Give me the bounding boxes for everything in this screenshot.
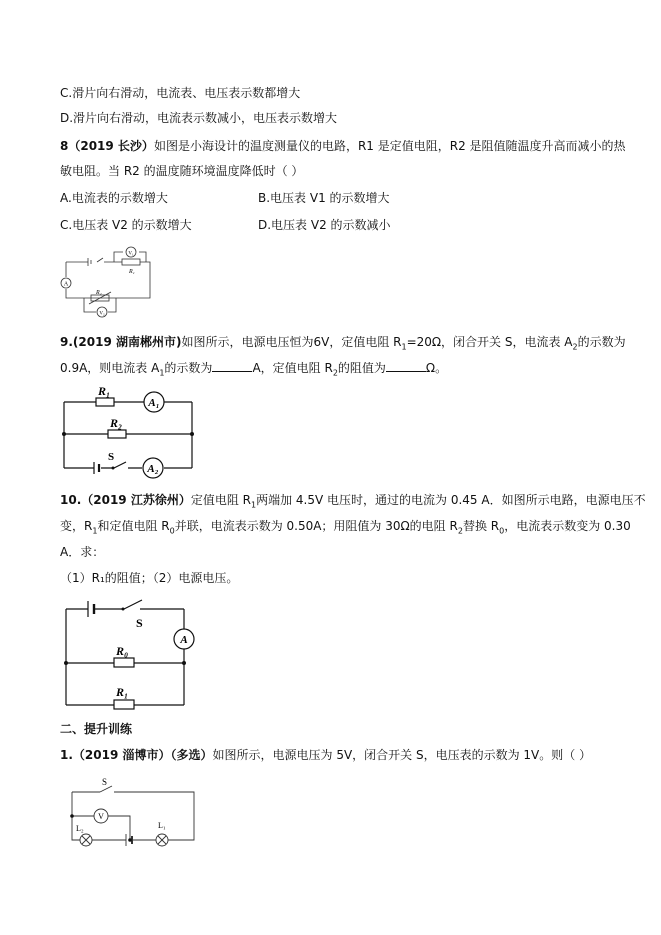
q9-stem-line1	[60, 333, 626, 356]
q8-stem-text1: 如图是小海设计的温度测量仪的电路，R1 是定值电阻，R2 是阻值随温度升高而减小的热	[153, 139, 626, 153]
q9-text: 的示数为	[164, 361, 213, 375]
q10-sub: 0	[499, 526, 505, 536]
s2q1-switch-label: S	[102, 777, 108, 787]
q9-sub: 1	[401, 342, 407, 352]
q10-r0-label: R₀	[116, 644, 129, 658]
q10-sub: 2	[457, 526, 463, 536]
q10-text: 两端加 4.5V 电压时，通过的电流为 0.45 A．如图所示电路，电源电压不	[256, 493, 646, 507]
q10-r1-label: R₁	[116, 685, 129, 699]
q10-sub-questions: （1）R₁的阻值；（2）电源电压。	[60, 571, 239, 585]
q8-v2-label: V₂	[99, 311, 105, 317]
q10-number: 10.（2019 江苏徐州）	[60, 493, 191, 507]
q10-text: 变，R	[60, 519, 93, 533]
q8-number: 8（2019 长沙）	[60, 139, 154, 153]
q9-a2-label: A₂	[147, 463, 159, 475]
q9-text: 的示数为	[577, 335, 626, 349]
q10-text: 定值电阻 R	[190, 493, 251, 507]
q10-sub: 0	[169, 526, 175, 536]
q8-option-b: B.电压表 V1 的示数增大	[258, 191, 390, 205]
q10-sub: 1	[92, 526, 98, 536]
q7-option-d: D.滑片向右滑动，电流表示数减小，电压表示数增大	[60, 111, 338, 125]
q9-text: 0.9A，则电流表 A	[60, 361, 160, 375]
q9-number: 9.(2019 湖南郴州市)	[60, 335, 182, 349]
q10-switch-label: S	[136, 616, 143, 630]
q8-v1-label: V₁	[128, 251, 134, 257]
q9-text: 的阻值为	[337, 361, 386, 375]
q10-text: 并联，电流表示数为 0.50A；用阻值为 30Ω的电阻 R	[174, 519, 458, 533]
q10-text: ，电流表示数变为 0.30	[504, 519, 631, 533]
q10-sub: 1	[251, 500, 257, 510]
q9-a1-label: A₁	[148, 397, 160, 409]
q9-r2-label: R₂	[110, 416, 123, 430]
q8-r2-label: R₂	[96, 290, 102, 296]
q10-stem-line3: A．求：	[60, 545, 105, 559]
q7-option-c: C.滑片向右滑动，电流表、电压表示数都增大	[60, 86, 301, 100]
q8-circuit-diagram	[58, 240, 158, 320]
q10-circuit-diagram	[62, 597, 196, 709]
q9-text: 如图所示，电源电压恒为6V，定值电阻 R	[181, 335, 402, 349]
q10-ammeter-label: A	[180, 634, 188, 646]
s2q1-stem	[60, 746, 591, 764]
q10-text: 和定值电阻 R	[97, 519, 170, 533]
q9-blank-2[interactable]	[386, 359, 426, 372]
s2q1-number: 1.（2019 淄博市）（多选）	[60, 748, 213, 762]
q9-r1-label: R₁	[98, 384, 111, 398]
q10-stem-line1	[60, 491, 646, 514]
q9-sub: 2	[332, 368, 338, 378]
s2q1-voltmeter-label: V	[98, 812, 104, 821]
section-title: 二、提升训练	[60, 722, 133, 736]
q8-ammeter-label: A	[63, 281, 69, 288]
q8-option-d: D.电压表 V2 的示数减小	[258, 218, 391, 232]
q8-stem-line2: 敏电阻。当 R2 的温度随环境温度降低时（ ）	[60, 164, 304, 178]
s2q1-text: 如图所示，电源电压为 5V，闭合开关 S，电压表的示数为 1V。则（ ）	[212, 748, 592, 762]
s2q1-l2-label: L₂	[76, 824, 84, 833]
s2q1-l1-label: L₁	[158, 821, 166, 830]
q9-text: Ω。	[425, 361, 448, 375]
q9-blank-1[interactable]	[212, 359, 252, 372]
q8-stem-line1	[60, 137, 626, 155]
q10-text: 替换 R	[462, 519, 500, 533]
s2q1-circuit-diagram	[66, 774, 198, 850]
q10-stem-line2	[60, 517, 631, 540]
q8-r1-label: R₁	[129, 269, 135, 275]
q9-sub: 1	[159, 368, 165, 378]
q9-circuit-diagram	[60, 386, 196, 476]
q9-text: =20Ω，闭合开关 S，电流表 A	[406, 335, 573, 349]
q9-text: A，定值电阻 R	[252, 361, 333, 375]
q9-switch-label: S	[108, 451, 115, 463]
q9-stem-line2	[60, 359, 447, 382]
q8-option-c: C.电压表 V2 的示数增大	[60, 218, 192, 232]
q9-sub: 2	[572, 342, 578, 352]
q8-option-a: A.电流表的示数增大	[60, 191, 168, 205]
